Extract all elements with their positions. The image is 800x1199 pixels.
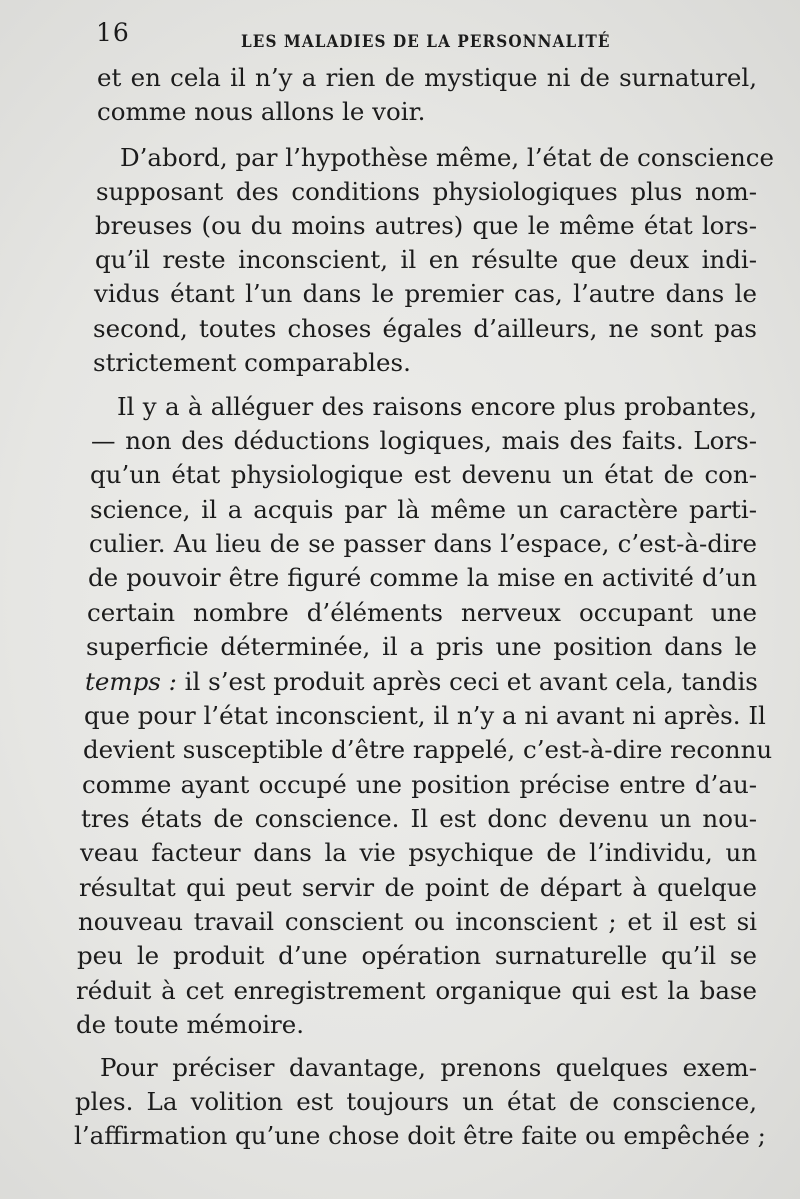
text-line: science, il a acquis par là même un caractère parti- (90, 495, 757, 524)
text-line: résultat qui peut servir de point de départ à quelque (79, 873, 757, 902)
italic-word: temps : (85, 667, 177, 696)
text-line: réduit à cet enregistrement organique qui est la base (76, 976, 757, 1005)
text-line: Il y a à alléguer des raisons encore plus probantes, (117, 392, 757, 421)
text-line: vidus étant l’un dans le premier cas, l’autre dans le (94, 279, 757, 308)
page-number: 16 (96, 18, 130, 47)
text-line: qu’il reste inconscient, il en résulte que deux indi- (95, 245, 757, 274)
text-line: que pour l’état inconscient, il n’y a ni avant ni après. Il (84, 701, 766, 730)
text-line: devient susceptible d’être rappelé, c’est-à-dire reconnu (83, 735, 773, 764)
text-line: D’abord, par l’hypothèse même, l’état de conscience (120, 143, 774, 172)
page-header (96, 14, 756, 54)
text-line: l’affirmation qu’une chose doit être faite ou empêchée ; (74, 1121, 766, 1150)
text-line: strictement comparables. (93, 348, 411, 377)
text-line: second, toutes choses égales d’ailleurs, ne sont pas (93, 314, 757, 343)
text-line: tres états de conscience. Il est donc devenu un nou- (81, 804, 757, 833)
text-line: breuses (ou du moins autres) que le même état lors- (95, 211, 757, 240)
text-line: — non des déductions logiques, mais des faits. Lors- (91, 426, 757, 455)
text-line: culier. Au lieu de se passer dans l’espace, c’est-à-dire (89, 529, 757, 558)
text-line: comme ayant occupé une position précise entre d’au- (82, 770, 757, 799)
text-line: de pouvoir être figuré comme la mise en activité d’un (88, 563, 757, 592)
text-line (85, 666, 757, 698)
text-line: qu’un état physiologique est devenu un état de con- (90, 460, 757, 489)
text-line: supposant des conditions physiologiques plus nom- (96, 177, 757, 206)
text-line: certain nombre d’éléments nerveux occupant une (87, 598, 757, 627)
text-line: superficie déterminée, il a pris une position dans le (86, 632, 757, 661)
text-line: nouveau travail conscient ou inconscient ; et il est si (78, 907, 757, 936)
running-title: LES MALADIES DE LA PERSONNALITÉ (241, 32, 611, 51)
text-line: de toute mémoire. (76, 1010, 305, 1039)
text-line-rest: il s’est produit après ceci et avant cela, tandis (184, 667, 758, 696)
text-line: ples. La volition est toujours un état de conscience, (75, 1087, 757, 1116)
text-line: peu le produit d’une opération surnaturelle qu’il se (77, 941, 757, 970)
text-line: comme nous allons le voir. (97, 97, 426, 126)
text-line: veau facteur dans la vie psychique de l’individu, un (80, 838, 757, 867)
text-line: et en cela il n’y a rien de mystique ni de surnaturel, (97, 63, 757, 92)
text-line: Pour préciser davantage, prenons quelques exem- (100, 1053, 757, 1082)
